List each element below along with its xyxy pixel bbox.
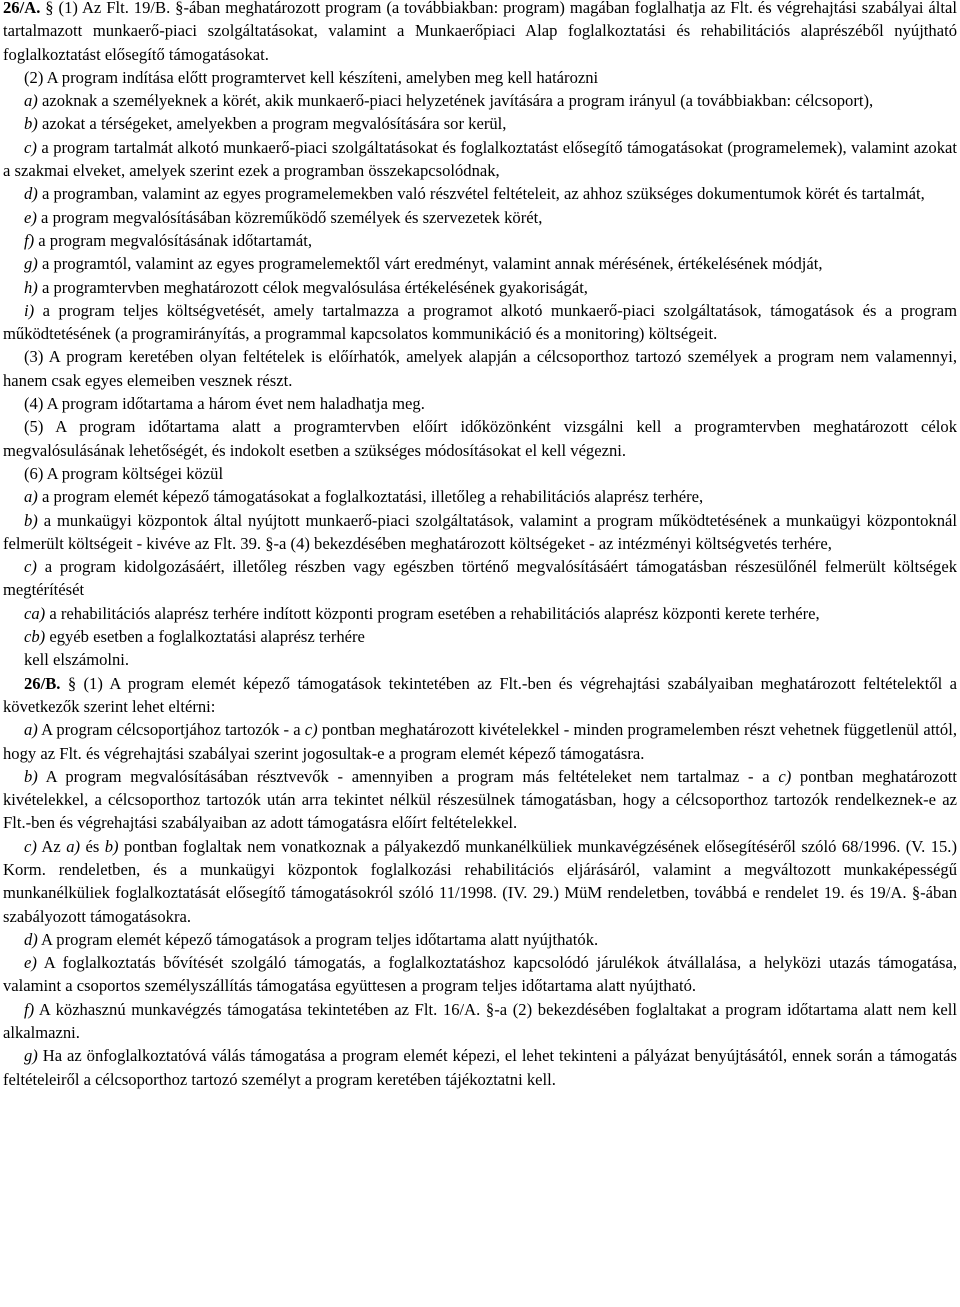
paragraph-text: pontban meghatározott kivételekkel, a célcsoporthoz tartozók után arra tekintet nélkül részesülnek támogatásban, hogy a célcsoporthoz tartozók rendelkeznek-e az Flt.-ben és végrehajtási szabályaiban az adott támogatásra előírt feltételekkel. <box>3 766 958 833</box>
paragraph-text: (3) A program keretében olyan feltételek is előírhatók, amelyek alapján a célcsoporthoz tartozó személyek a program nem valamennyi, hanem csak egyes elemeiben vesznek részt. <box>3 347 957 390</box>
paragraph-p18 <box>3 555 957 602</box>
section-number: 26/B. <box>24 673 68 693</box>
list-marker: b) <box>24 114 38 134</box>
list-marker: ca) <box>24 603 46 623</box>
paragraph-p21 <box>3 648 957 671</box>
paragraph-text: a program megvalósításának időtartamát, <box>34 230 312 250</box>
paragraph-text: (5) A program időtartama alatt a programtervben előírt időközönként vizsgálni kell a programtervben meghatározott célok megvalósulásának lehetőségét, és indokolt esetben a szükséges módosításokat el kell végezni. <box>3 417 957 460</box>
list-marker: c) <box>304 720 318 740</box>
list-marker: c) <box>24 137 37 157</box>
paragraph-p15 <box>3 462 957 485</box>
paragraph-p16 <box>3 485 957 508</box>
list-marker: h) <box>24 277 38 297</box>
paragraph-text: (4) A program időtartama a három évet nem haladhatja meg. <box>24 394 425 414</box>
paragraph-p07 <box>3 206 957 229</box>
paragraph-text: egyéb esetben a foglalkoztatási alaprész terhére <box>45 627 365 647</box>
list-marker: b) <box>24 510 38 530</box>
paragraph-p14 <box>3 415 957 462</box>
paragraph-p23 <box>3 718 957 765</box>
paragraph-text: kell elszámolni. <box>24 650 130 670</box>
list-marker: a) <box>24 487 38 507</box>
paragraph-text: a program elemét képező támogatásokat a foglalkoztatási, illetőleg a rehabilitációs alaprész terhére, <box>37 487 704 507</box>
paragraph-text: (2) A program indítása előtt programtervet kell készíteni, amelyben meg kell határozni <box>24 67 599 87</box>
list-marker: a) <box>66 836 81 856</box>
paragraph-text: A foglalkoztatás bővítését szolgáló támogatás, a foglalkoztatáshoz kapcsolódó járulékok átvállalása, a helyközi utazás támogatása, valamint a csoportos személyszállítás támogatása együttesen a program teljes időtartama alatt nyújtható. <box>3 953 957 996</box>
paragraph-p12 <box>3 345 957 392</box>
list-marker: b) <box>24 766 38 786</box>
paragraph-p02 <box>3 66 957 89</box>
paragraph-p13 <box>3 392 957 415</box>
section-number: 26/A. <box>3 0 46 17</box>
list-marker: a) <box>24 91 38 111</box>
paragraph-text: a programtól, valamint az egyes programelemektől várt eredményt, valamint annak mérésének, értékelésének módját, <box>37 254 823 274</box>
paragraph-text: azokat a térségeket, amelyekben a program megvalósítására sor kerül, <box>37 114 507 134</box>
paragraph-text: a programtervben meghatározott célok megvalósulása értékelésének gyakoriságát, <box>37 277 588 297</box>
paragraph-text: Ha az önfoglalkoztatóvá válás támogatása a program elemét képezi, el lehet tekinteni a pályázat benyújtásától, ennek során a támogatás feltételeiről a célcsoporthoz tartozó személyt a program keretében tájékoztatni kell. <box>3 1046 957 1089</box>
list-marker: g) <box>24 254 38 274</box>
paragraph-text: a programban, valamint az egyes programelemekben való részvétel feltételeit, az ahhoz szükséges dokumentumok körét és tartalmát, <box>37 184 925 204</box>
list-marker: f) <box>24 999 35 1019</box>
paragraph-p09 <box>3 252 957 275</box>
list-marker: f) <box>24 230 35 250</box>
list-marker: e) <box>24 953 37 973</box>
paragraph-text: a munkaügyi központok által nyújtott munkaerő-piaci szolgáltatások, valamint a program működtetésének a munkaügyi központoknál felmerült költségeit - kivéve az Flt. 39. §-a (4) bekezdésében meghatározott költségeket - az intézményi költségvetés terhére, <box>3 510 957 553</box>
paragraph-p04 <box>3 112 957 135</box>
list-marker: g) <box>24 1046 38 1066</box>
paragraph-p24 <box>3 765 957 835</box>
list-marker: d) <box>24 184 38 204</box>
paragraph-p27 <box>3 951 957 998</box>
paragraph-p03 <box>3 89 957 112</box>
paragraph-text: a program tartalmát alkotó munkaerő-piaci szolgáltatásokat és foglalkoztatást elősegítő támogatásokat (programelemek), valamint azokat a szakmai elveket, amelyek szerint ezek a programban összekapcsolódnak, <box>3 137 957 181</box>
paragraph-p20 <box>3 625 957 648</box>
paragraph-p25 <box>3 835 957 928</box>
paragraph-text: a program kidolgozásáért, illetőleg részben vagy egészben történő megvalósításáért támogatásban részesülőnél felmerült költségek megtérítését <box>3 557 957 600</box>
paragraph-text: A program elemét képező támogatások a program teljes időtartama alatt nyújthatók. <box>37 929 599 949</box>
paragraph-text: pontban meghatározott kivételekkel - minden programelemben részt vehetnek függetlenül attól, hogy az Flt. és végrehajtási szabályai szerint jogosultak-e a program elemét képező támogatásra. <box>3 720 957 763</box>
paragraph-p17 <box>3 509 957 556</box>
paragraph-p10 <box>3 276 957 299</box>
paragraph-text: azoknak a személyeknek a körét, akik munkaerő-piaci helyzetének javítására a program irányul (a továbbiakban: célcsoport), <box>37 91 874 111</box>
paragraph-text: a rehabilitációs alaprész terhére indított központi program esetében a rehabilitációs alaprész központi kerete terhére, <box>45 603 820 623</box>
list-marker: b) <box>104 836 119 856</box>
list-marker: e) <box>24 207 37 227</box>
list-marker: c) <box>24 557 37 577</box>
paragraph-text: és <box>80 836 105 856</box>
paragraph-text: a program megvalósításában közreműködő személyek és szervezetek körét, <box>36 207 543 227</box>
paragraph-p01 <box>3 0 957 66</box>
paragraph-p26 <box>3 928 957 951</box>
paragraph-p05 <box>3 136 957 183</box>
paragraph-text: A közhasznú munkavégzés támogatása tekintetében az Flt. 16/A. §-a (2) bekezdésében foglaltakat a program időtartama alatt nem kell alkalmazni. <box>3 999 957 1043</box>
paragraph-text: (6) A program költségei közül <box>24 463 224 483</box>
paragraph-text: pontban foglaltak nem vonatkoznak a pályakezdő munkanélküliek munkavégzésének elősegítéséről szóló 68/1996. (V. 15.) Korm. rendeletben, és a munkaügyi központok foglalkozási rehabilitációs eljárásáról, valamint a megváltozott munkaképességű munkanélküliek foglalkoztatását elősegítő támogatásokról szóló 11/1998. (IV. 29.) MüM rendeletben, továbbá e rendelet 19. és 19/A. §-ában szabályozott támogatásokra. <box>3 836 957 926</box>
paragraph-p29 <box>3 1044 957 1091</box>
paragraph-p11 <box>3 299 957 346</box>
list-marker: i) <box>24 300 35 320</box>
paragraph-text: § (1) Az Flt. 19/B. §-ában meghatározott program (a továbbiakban: program) magában foglalhatja az Flt. és végrehajtási szabályai által tartalmazott munkaerő-piaci szolgáltatásokat, valamint a Munkaerőpiaci Alap foglalkoztatási és rehabilitációs alaprészéből nyújtható foglalkoztatást elősegítő támogatásokat. <box>3 0 957 64</box>
paragraph-text: A program célcsoportjához tartozók - a <box>37 720 305 740</box>
paragraph-text: a program teljes költségvetését, amely tartalmazza a programot alkotó munkaerő-piaci szolgáltatások, támogatások és a program működtetésének (a programirányítás, a programmal kapcsolatos kommunikáció és a monitoring) költségeit. <box>3 300 957 344</box>
list-marker: a) <box>24 720 38 740</box>
paragraph-p28 <box>3 998 957 1045</box>
paragraph-p06 <box>3 182 957 205</box>
list-marker: cb) <box>24 627 46 647</box>
paragraph-text: Az <box>36 836 67 856</box>
list-marker: c) <box>778 766 792 786</box>
paragraph-p19 <box>3 602 957 625</box>
paragraph-text: A program megvalósításában résztvevők - amennyiben a program más feltételeket nem tartalmaz - a <box>37 766 779 786</box>
list-marker: d) <box>24 929 38 949</box>
paragraph-p08 <box>3 229 957 252</box>
paragraph-p22 <box>3 672 957 719</box>
paragraph-text: § (1) A program elemét képező támogatások tekintetében az Flt.-ben és végrehajtási szabályaiban meghatározott feltételektől a következők szerint lehet eltérni: <box>3 673 957 716</box>
list-marker: c) <box>24 836 37 856</box>
